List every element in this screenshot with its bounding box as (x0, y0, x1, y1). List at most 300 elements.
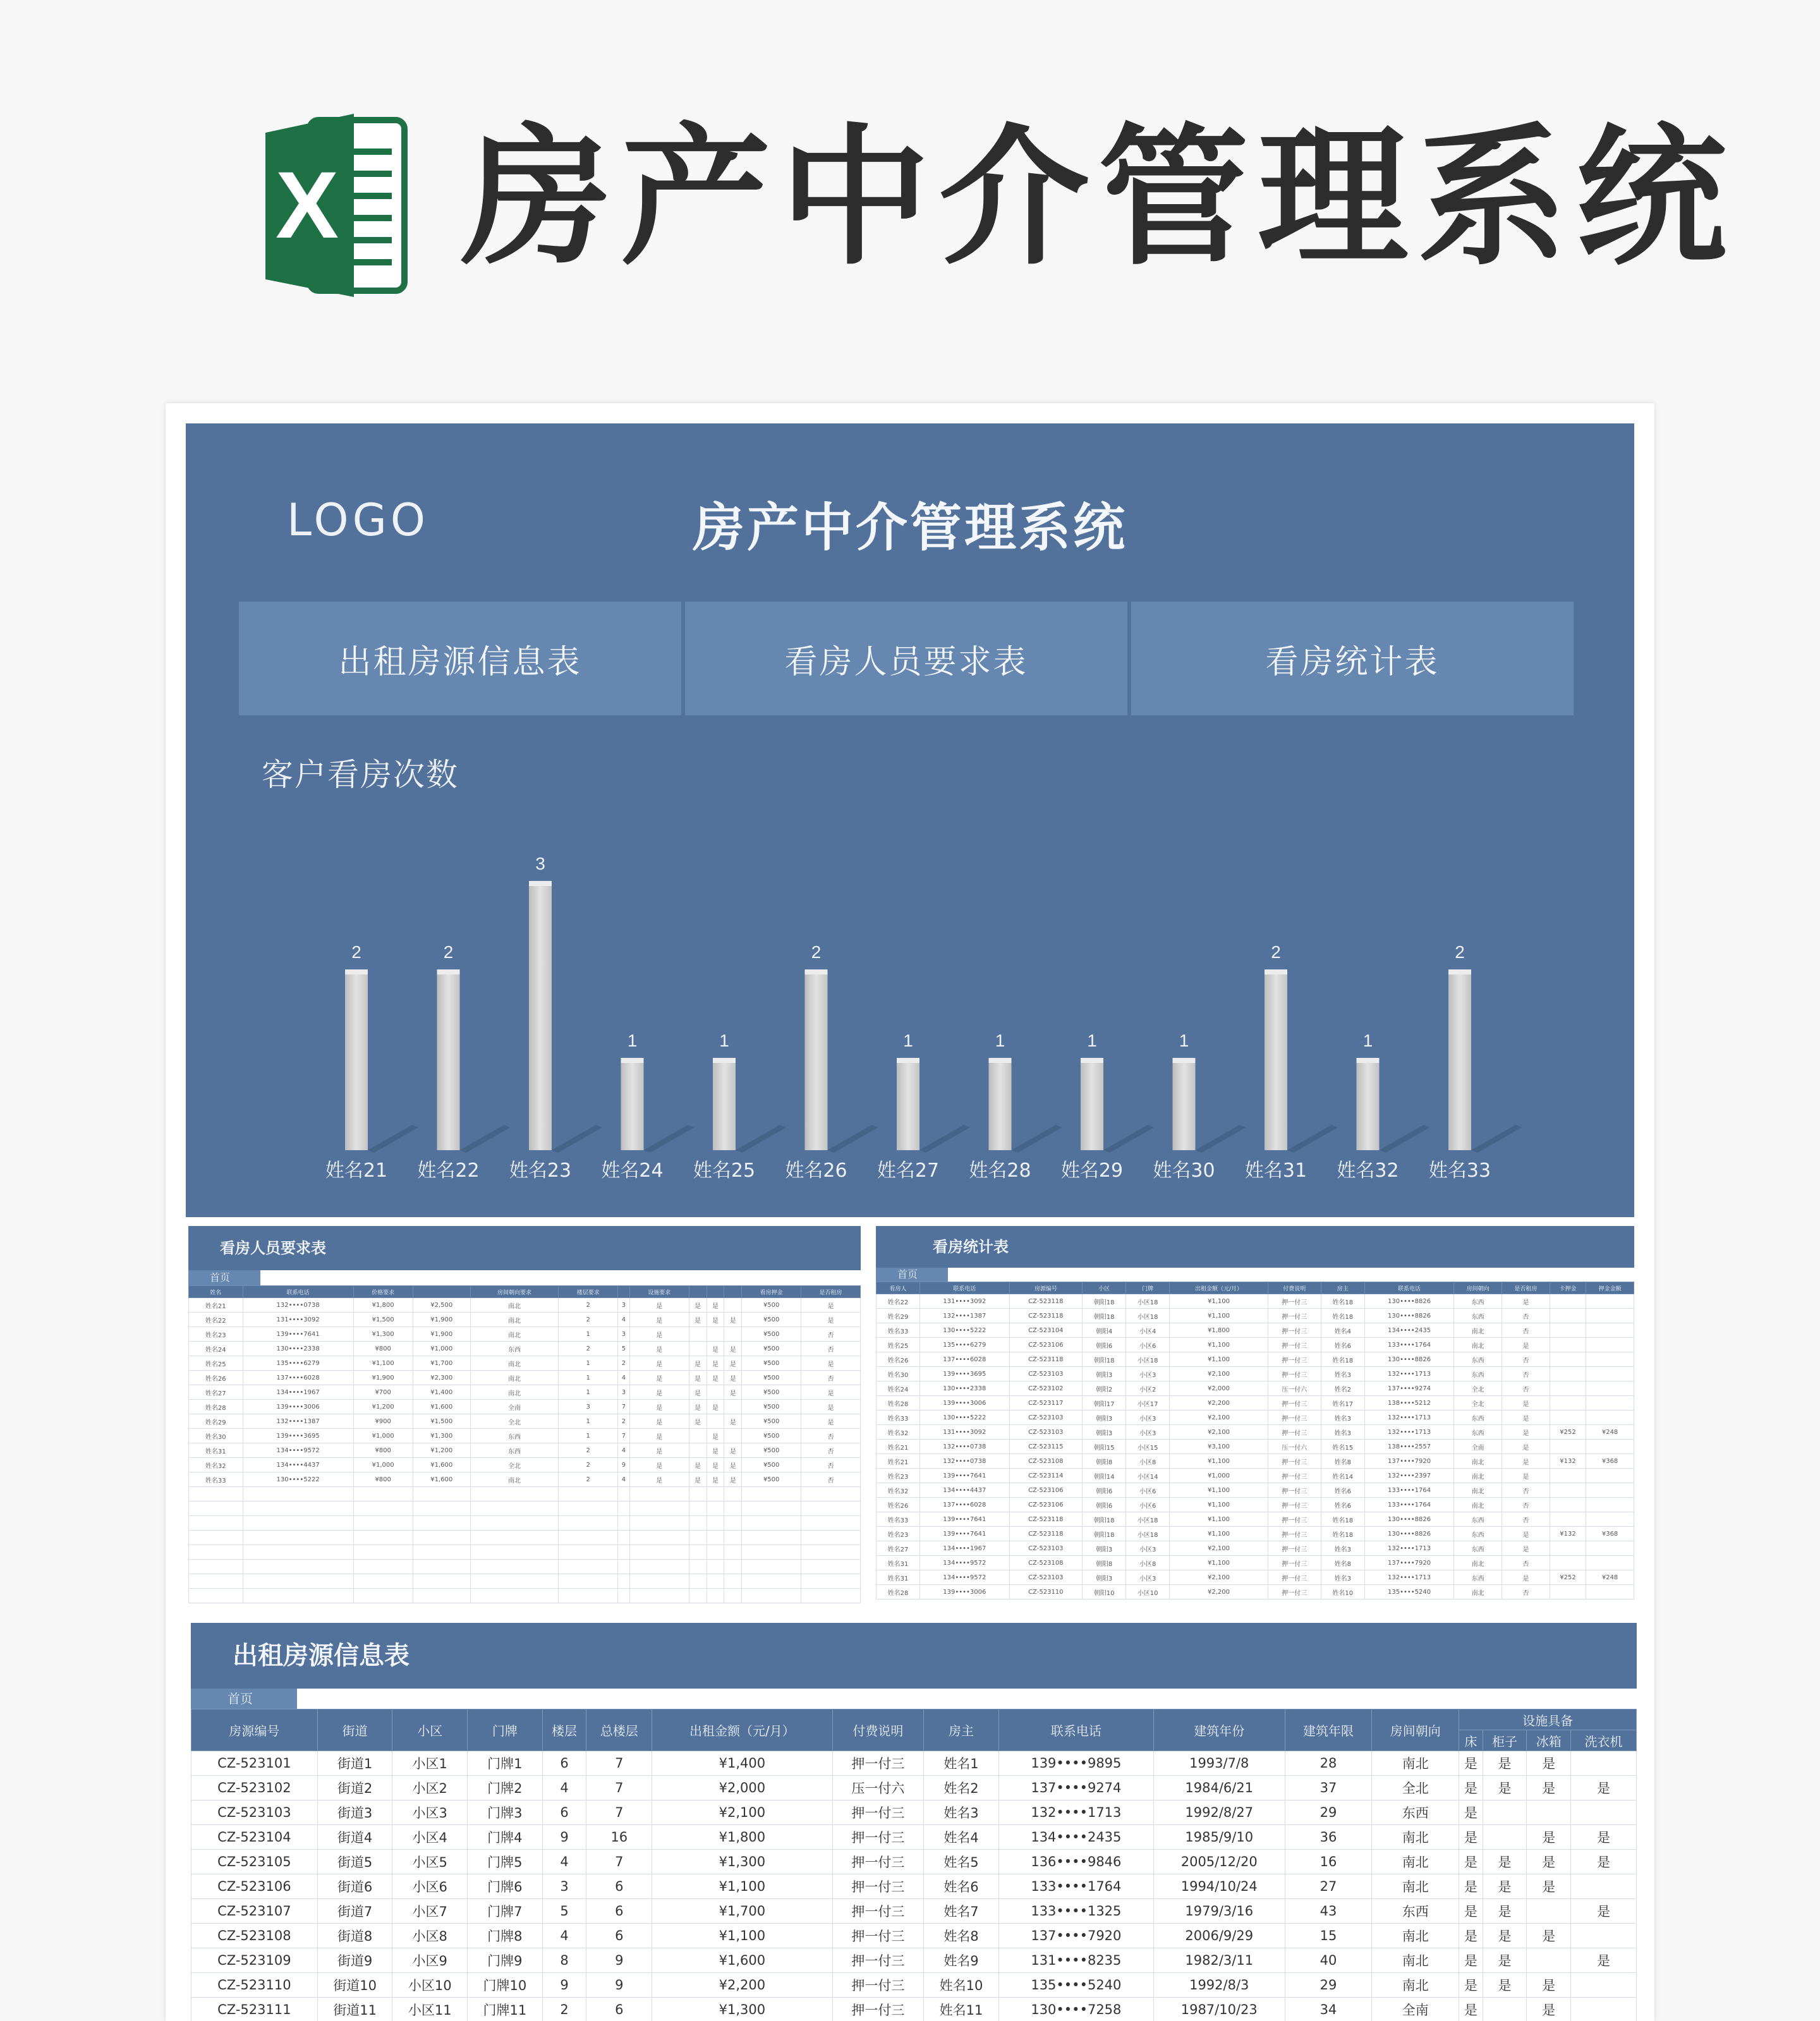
table-header: 小区 (392, 1709, 468, 1751)
table-cell: 押一付三 (832, 1899, 924, 1924)
requirements-home-link[interactable]: 首页 (188, 1270, 260, 1285)
table-cell: CZ-523108 (1009, 1556, 1083, 1570)
table-cell: 29 (1285, 1973, 1372, 1998)
table-cell (724, 1327, 742, 1342)
table-cell: 小区10 (392, 1973, 468, 1998)
table-cell: 南北 (1372, 1825, 1459, 1850)
table-cell: CZ-523118 (1009, 1309, 1083, 1323)
chart-data-label: 1 (1362, 1031, 1373, 1050)
table-cell: 东西 (1454, 1570, 1502, 1585)
table-cell (243, 1531, 353, 1545)
table-cell: 姓名8 (1321, 1454, 1364, 1469)
table-cell (629, 1531, 689, 1545)
table-cell: 1 (559, 1414, 618, 1429)
table-row (877, 1585, 1634, 1599)
table-row (189, 1298, 861, 1313)
table-cell: 43 (1285, 1899, 1372, 1924)
table-row (191, 1948, 1637, 1973)
table-cell: 132••••1713 (1364, 1570, 1454, 1585)
table-cell: CZ-523111 (191, 1998, 318, 2021)
table-cell (724, 1487, 742, 1502)
table-row (877, 1570, 1634, 1585)
bar-chart (186, 777, 1634, 1213)
table-cell: 3 (618, 1327, 630, 1342)
table-cell: 是 (1483, 1924, 1527, 1948)
table-cell: 16 (1285, 1850, 1372, 1874)
table-cell: 押一付三 (1268, 1367, 1321, 1381)
table-cell: 37 (1285, 1776, 1372, 1800)
table-cell: 姓名18 (1321, 1309, 1364, 1323)
table-cell: 132••••0738 (243, 1298, 353, 1313)
table-cell: 2 (618, 1414, 630, 1429)
table-cell (724, 1502, 742, 1516)
table-cell: 南北 (470, 1356, 558, 1371)
table-cell (353, 1502, 413, 1516)
table-row (189, 1516, 861, 1531)
table-cell (1550, 1498, 1586, 1512)
table-cell: 姓名31 (877, 1570, 920, 1585)
table-cell: 27 (1285, 1874, 1372, 1899)
table-header: 姓名 (189, 1286, 243, 1298)
table-cell: 东西 (1454, 1411, 1502, 1425)
table-cell: 否 (1502, 1585, 1550, 1599)
stats-home-link[interactable]: 首页 (876, 1268, 948, 1282)
table-cell: 街道8 (317, 1924, 392, 1948)
excel-icon (265, 114, 411, 297)
table-cell: 押一付三 (832, 1874, 924, 1899)
table-cell: 姓名18 (1321, 1294, 1364, 1309)
table-cell: 东西 (470, 1342, 558, 1356)
table-header: 街道 (317, 1709, 392, 1751)
table-cell: 小区1 (392, 1751, 468, 1776)
table-row (877, 1309, 1634, 1323)
table-cell (707, 1560, 724, 1574)
table-cell (707, 1414, 724, 1429)
table-cell: 小区18 (1126, 1352, 1170, 1367)
table-cell: 是 (1527, 1973, 1571, 1998)
table-cell: CZ-523115 (1009, 1440, 1083, 1454)
table-row (191, 1800, 1637, 1825)
table-cell: 9 (618, 1458, 630, 1472)
nav-listings-button[interactable]: 出租房源信息表 (239, 602, 681, 715)
table-cell: 是 (724, 1371, 742, 1385)
table-row (189, 1472, 861, 1487)
table-cell (189, 1589, 243, 1603)
table-cell: 小区7 (392, 1899, 468, 1924)
table-cell: 姓名26 (877, 1352, 920, 1367)
table-cell: ¥1,500 (353, 1313, 413, 1327)
table-cell: 136••••9846 (998, 1850, 1153, 1874)
table-cell: ¥2,200 (1170, 1585, 1268, 1599)
table-cell: 是 (1571, 1776, 1637, 1800)
table-cell: 是 (1502, 1425, 1550, 1440)
table-cell: 是 (1527, 1751, 1571, 1776)
table-cell: 1994/10/24 (1153, 1874, 1285, 1899)
table-header: 洗衣机 (1571, 1730, 1637, 1751)
table-cell: 姓名4 (1321, 1323, 1364, 1338)
table-cell: 是 (1527, 1998, 1571, 2021)
table-cell: 姓名8 (924, 1924, 999, 1948)
table-cell: 是 (707, 1472, 724, 1487)
table-cell: 姓名27 (877, 1541, 920, 1556)
table-cell: 门牌6 (468, 1874, 543, 1899)
table-cell: 是 (1459, 1776, 1483, 1800)
table-cell: 姓名25 (189, 1356, 243, 1371)
page-header (0, 0, 1820, 379)
table-cell: 139••••7641 (920, 1512, 1010, 1527)
table-cell: 门牌4 (468, 1825, 543, 1850)
stats-table-panel (876, 1226, 1634, 1618)
table-cell (189, 1531, 243, 1545)
table-cell: 东西 (1454, 1367, 1502, 1381)
table-cell: 姓名28 (189, 1400, 243, 1414)
table-cell (724, 1298, 742, 1313)
table-cell: 134••••9572 (920, 1556, 1010, 1570)
table-row (877, 1338, 1634, 1352)
chart-bar-shadow (1471, 1125, 1522, 1153)
table-cell: 是 (801, 1356, 861, 1371)
table-cell: 是 (1502, 1570, 1550, 1585)
table-cell: ¥1,100 (1170, 1352, 1268, 1367)
table-cell: 门牌3 (468, 1800, 543, 1825)
table-cell: 2 (559, 1472, 618, 1487)
table-cell: ¥1,200 (413, 1443, 470, 1458)
table-cell: 姓名28 (877, 1396, 920, 1411)
table-cell: 押一付三 (1268, 1411, 1321, 1425)
chart-category-label: 姓名28 (969, 1160, 1031, 1182)
table-cell: 街道5 (317, 1850, 392, 1874)
table-cell (470, 1487, 558, 1502)
table-cell: 姓名21 (877, 1440, 920, 1454)
table-row (877, 1498, 1634, 1512)
table-cell: 137••••9274 (998, 1776, 1153, 1800)
chart-bar-top (1357, 1058, 1380, 1063)
table-cell: 133••••1764 (998, 1874, 1153, 1899)
table-row (877, 1440, 1634, 1454)
table-cell: 姓名15 (1321, 1440, 1364, 1454)
table-cell (1483, 1998, 1527, 2021)
table-cell: 小区18 (1126, 1527, 1170, 1541)
table-cell (1550, 1367, 1586, 1381)
table-cell: ¥248 (1586, 1570, 1634, 1585)
chart-bar-top (1081, 1058, 1103, 1063)
table-cell: ¥1,700 (413, 1356, 470, 1371)
table-row (191, 1751, 1637, 1776)
table-cell: 全北 (1454, 1396, 1502, 1411)
table-cell: 南北 (1372, 1874, 1459, 1899)
table-cell: 132••••0738 (920, 1440, 1010, 1454)
chart-bar (989, 1062, 1012, 1150)
table-cell: 132••••1387 (243, 1414, 353, 1429)
table-cell: 1993/7/8 (1153, 1751, 1285, 1776)
table-cell: 东西 (470, 1429, 558, 1443)
table-cell: 139••••3695 (920, 1367, 1010, 1381)
table-cell: CZ-523104 (191, 1825, 318, 1850)
table-cell (353, 1516, 413, 1531)
table-cell: 36 (1285, 1825, 1372, 1850)
table-cell (559, 1487, 618, 1502)
chart-data-label: 2 (811, 942, 822, 962)
table-cell: ¥1,100 (1170, 1556, 1268, 1570)
table-cell (189, 1516, 243, 1531)
nav-stats-button[interactable]: 看房统计表 (1131, 602, 1574, 715)
table-cell (1586, 1556, 1634, 1570)
table-row (191, 1850, 1637, 1874)
table-cell: CZ-523118 (1009, 1512, 1083, 1527)
table-cell (470, 1516, 558, 1531)
table-cell: 是 (629, 1371, 689, 1385)
table-cell (707, 1487, 724, 1502)
table-cell: 是 (629, 1298, 689, 1313)
table-cell: ¥1,100 (1170, 1483, 1268, 1498)
table-cell: 小区3 (1126, 1411, 1170, 1425)
table-cell: ¥700 (353, 1385, 413, 1400)
table-cell: 是 (629, 1342, 689, 1356)
table-header: 房主 (924, 1709, 999, 1751)
table-cell: ¥2,100 (1170, 1425, 1268, 1440)
table-cell (689, 1545, 707, 1560)
chart-data-label: 1 (627, 1031, 638, 1050)
table-cell: ¥1,200 (353, 1400, 413, 1414)
table-cell: 否 (1502, 1483, 1550, 1498)
table-cell: 130••••5222 (920, 1411, 1010, 1425)
table-cell (689, 1589, 707, 1603)
table-cell: 2 (559, 1443, 618, 1458)
table-row (189, 1400, 861, 1414)
table-cell (1586, 1309, 1634, 1323)
table-row (877, 1556, 1634, 1570)
table-cell: 南北 (1454, 1585, 1502, 1599)
table-header: 看房押金 (742, 1286, 801, 1298)
table-cell: 130••••8826 (1364, 1352, 1454, 1367)
table-cell: 40 (1285, 1948, 1372, 1973)
table-cell: 139••••7641 (243, 1327, 353, 1342)
table-cell: 是 (1502, 1469, 1550, 1483)
table-cell: 小区5 (392, 1850, 468, 1874)
table-cell: 130••••2338 (243, 1342, 353, 1356)
table-cell: 姓名26 (189, 1371, 243, 1385)
listings-home-link[interactable]: 首页 (191, 1689, 297, 1709)
table-cell: 是 (1502, 1440, 1550, 1454)
table-cell: 4 (618, 1371, 630, 1385)
table-cell: ¥500 (742, 1472, 801, 1487)
chart-category-label: 姓名24 (601, 1160, 664, 1182)
table-cell: 否 (1502, 1512, 1550, 1527)
table-cell: ¥3,100 (1170, 1440, 1268, 1454)
table-cell (618, 1516, 630, 1531)
table-cell (413, 1574, 470, 1589)
table-cell: ¥2,100 (1170, 1570, 1268, 1585)
table-cell: CZ-523118 (1009, 1352, 1083, 1367)
table-cell: 否 (801, 1458, 861, 1472)
chart-bar (1357, 1062, 1380, 1150)
table-cell: 朝阳18 (1083, 1512, 1126, 1527)
table-cell (189, 1560, 243, 1574)
table-cell: 是 (689, 1458, 707, 1472)
chart-bar-top (621, 1058, 644, 1063)
table-cell (1571, 1973, 1637, 1998)
table-cell (353, 1589, 413, 1603)
chart-bar-shadow (1103, 1125, 1154, 1153)
table-cell: 南北 (1372, 1751, 1459, 1776)
table-cell: 是 (1527, 1924, 1571, 1948)
chart-bar (529, 885, 552, 1150)
table-cell: 姓名26 (877, 1498, 920, 1512)
table-cell: 7 (618, 1429, 630, 1443)
table-cell (413, 1487, 470, 1502)
table-cell (559, 1516, 618, 1531)
table-cell (724, 1560, 742, 1574)
table-cell: ¥2,100 (1170, 1411, 1268, 1425)
table-cell: 6 (542, 1800, 586, 1825)
table-cell (1550, 1309, 1586, 1323)
table-cell: 朝阳3 (1083, 1425, 1126, 1440)
table-cell (413, 1531, 470, 1545)
table-row (189, 1531, 861, 1545)
table-cell: 朝阳18 (1083, 1527, 1126, 1541)
nav-requirements-button[interactable]: 看房人员要求表 (685, 602, 1127, 715)
table-cell: 否 (1502, 1309, 1550, 1323)
table-cell: 小区11 (392, 1998, 468, 2021)
table-cell: ¥368 (1586, 1527, 1634, 1541)
table-cell: ¥800 (353, 1342, 413, 1356)
table-cell: 137••••6028 (920, 1352, 1010, 1367)
table-cell: 2 (542, 1998, 586, 2021)
chart-bar-shadow (1380, 1125, 1430, 1153)
table-cell: 是 (1502, 1454, 1550, 1469)
table-cell: 姓名33 (189, 1472, 243, 1487)
table-row (189, 1458, 861, 1472)
table-cell (1550, 1294, 1586, 1309)
table-cell: ¥1,000 (353, 1429, 413, 1443)
table-cell: 15 (1285, 1924, 1372, 1948)
table-cell: 是 (707, 1313, 724, 1327)
table-cell: 是 (707, 1371, 724, 1385)
table-cell: 132••••1387 (920, 1309, 1010, 1323)
table-cell: 132••••1713 (1364, 1541, 1454, 1556)
table-cell: 姓名3 (1321, 1541, 1364, 1556)
table-cell: 130••••8826 (1364, 1512, 1454, 1527)
table-cell: CZ-523117 (1009, 1396, 1083, 1411)
table-cell: 姓名17 (1321, 1396, 1364, 1411)
table-cell: CZ-523108 (1009, 1454, 1083, 1469)
chart-bar-shadow (736, 1125, 786, 1153)
table-cell: 137••••7920 (1364, 1556, 1454, 1570)
table-cell: 南北 (470, 1472, 558, 1487)
table-cell: 是 (707, 1298, 724, 1313)
table-cell: CZ-523106 (191, 1874, 318, 1899)
table-header: 出租金额（元/月） (1170, 1282, 1268, 1294)
table-cell: 押一付三 (1268, 1512, 1321, 1527)
chart-data-label: 1 (995, 1031, 1005, 1050)
table-cell: 134••••2435 (998, 1825, 1153, 1850)
table-cell: 是 (707, 1400, 724, 1414)
table-cell (618, 1560, 630, 1574)
listings-table-title: 出租房源信息表 (191, 1623, 1637, 1689)
table-cell: ¥1,000 (1170, 1469, 1268, 1483)
table-cell: 否 (1502, 1381, 1550, 1396)
chart-bar (897, 1062, 919, 1150)
table-cell (1586, 1396, 1634, 1411)
table-cell: 南北 (1372, 1850, 1459, 1874)
table-cell: CZ-523106 (1009, 1498, 1083, 1512)
table-cell: CZ-523102 (191, 1776, 318, 1800)
chart-category-label: 姓名33 (1428, 1160, 1491, 1182)
table-cell: 南北 (470, 1371, 558, 1385)
table-cell: 132••••1713 (1364, 1425, 1454, 1440)
table-row (189, 1443, 861, 1458)
table-cell: 是 (1483, 1948, 1527, 1973)
table-cell: 南北 (1372, 1924, 1459, 1948)
table-cell (353, 1487, 413, 1502)
table-cell: 是 (1527, 1776, 1571, 1800)
table-cell: 朝阳6 (1083, 1483, 1126, 1498)
table-cell: ¥1,100 (1170, 1512, 1268, 1527)
table-cell (1571, 1998, 1637, 2021)
table-row (191, 1776, 1637, 1800)
table-cell: 130••••2338 (920, 1381, 1010, 1396)
table-cell: 是 (724, 1385, 742, 1400)
table-cell: 1984/6/21 (1153, 1776, 1285, 1800)
table-cell: 街道1 (317, 1751, 392, 1776)
table-cell: 小区2 (392, 1776, 468, 1800)
table-cell: 4 (542, 1776, 586, 1800)
table-cell: 姓名33 (877, 1323, 920, 1338)
table-cell: 29 (1285, 1800, 1372, 1825)
table-cell (1550, 1556, 1586, 1570)
table-cell: 南北 (1454, 1323, 1502, 1338)
table-cell: 否 (801, 1429, 861, 1443)
table-cell: 2 (559, 1458, 618, 1472)
table-cell: 4 (618, 1472, 630, 1487)
table-cell (1586, 1440, 1634, 1454)
table-cell: ¥500 (742, 1298, 801, 1313)
table-cell (801, 1560, 861, 1574)
table-cell: 押一付三 (1268, 1294, 1321, 1309)
table-cell: 134••••4437 (243, 1458, 353, 1472)
table-header: 卡押金 (1550, 1282, 1586, 1294)
table-cell: 姓名5 (924, 1850, 999, 1874)
table-cell (618, 1502, 630, 1516)
table-cell: ¥252 (1550, 1570, 1586, 1585)
table-cell (243, 1487, 353, 1502)
table-cell: 姓名6 (924, 1874, 999, 1899)
table-cell: 压一付六 (832, 1776, 924, 1800)
table-cell: ¥1,100 (1170, 1498, 1268, 1512)
table-cell (801, 1487, 861, 1502)
table-cell (413, 1516, 470, 1531)
table-cell: ¥500 (742, 1443, 801, 1458)
table-header: 房间朝向要求 (470, 1286, 558, 1298)
table-cell: 134••••9572 (243, 1443, 353, 1458)
table-header: 床 (1459, 1730, 1483, 1751)
table-cell: ¥368 (1586, 1454, 1634, 1469)
chart-category-label: 姓名21 (325, 1160, 388, 1182)
table-row (877, 1425, 1634, 1440)
table-cell (559, 1589, 618, 1603)
table-cell: 姓名7 (924, 1899, 999, 1924)
table-cell: 1982/3/11 (1153, 1948, 1285, 1973)
table-cell: 押一付三 (832, 1948, 924, 1973)
table-cell (689, 1327, 707, 1342)
table-cell (724, 1545, 742, 1560)
table-cell: CZ-523101 (191, 1751, 318, 1776)
table-cell (1550, 1483, 1586, 1498)
table-cell: 姓名10 (924, 1973, 999, 1998)
chart-category-label: 姓名30 (1153, 1160, 1215, 1182)
table-cell: 押一付三 (832, 1973, 924, 1998)
table-cell: 138••••5212 (1364, 1396, 1454, 1411)
